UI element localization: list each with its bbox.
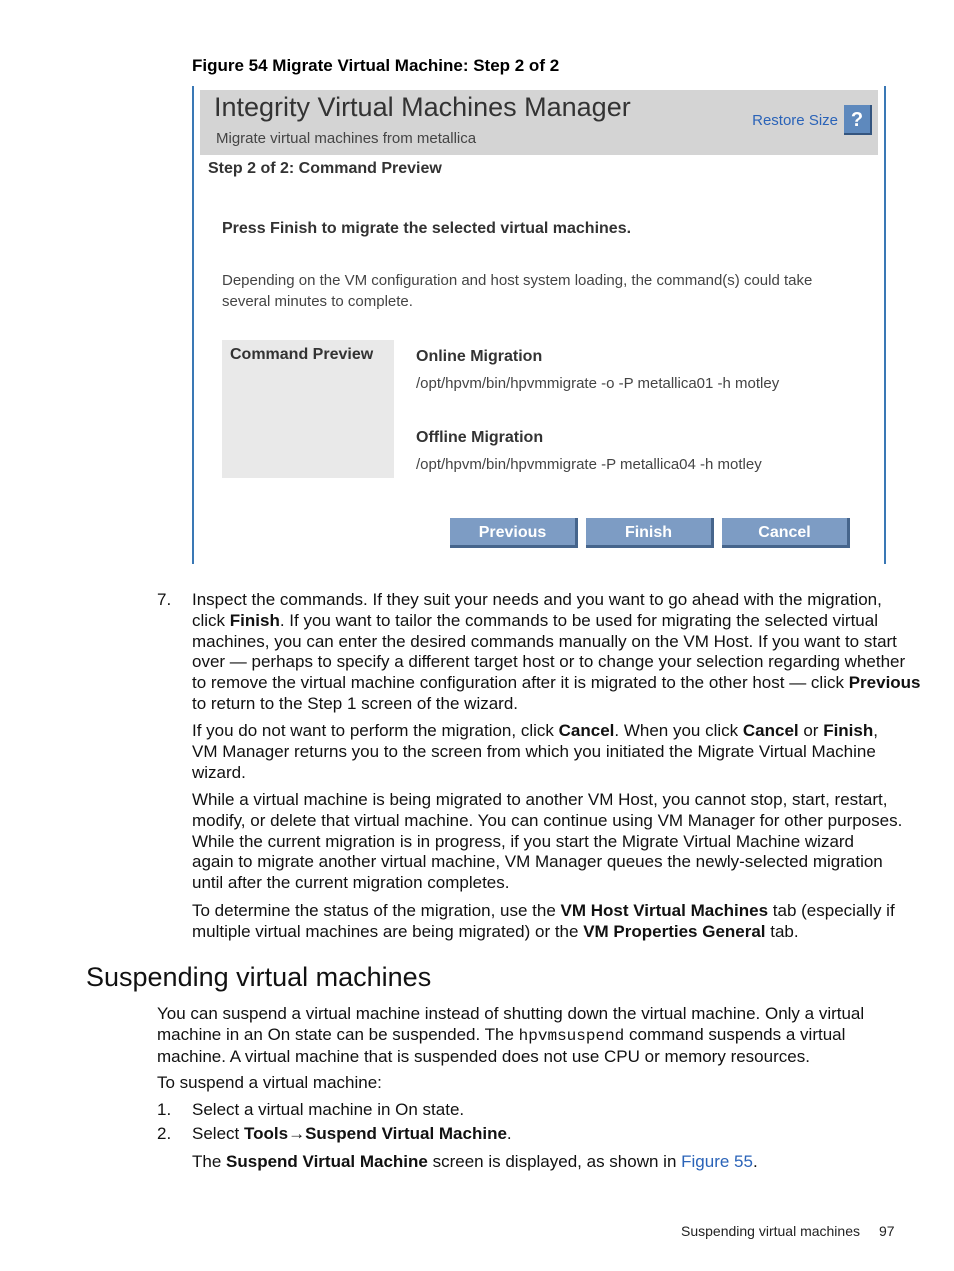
online-migration-title: Online Migration (416, 348, 543, 365)
text-line: machine in an On state can be suspended. The hpvmsuspend command suspends a virtual (157, 1024, 846, 1045)
figure-55-link[interactable]: Figure 55 (681, 1152, 753, 1171)
section-intro (157, 1004, 864, 1067)
app-header (200, 90, 878, 155)
text-line: While the current migration is in progress, if you start the Migrate Virtual Machine wizard (192, 831, 855, 851)
previous-button[interactable]: Previous (450, 518, 578, 548)
step7-paragraph-3 (192, 790, 902, 894)
wizard-panel (200, 90, 878, 564)
step-number: 2. (157, 1124, 172, 1143)
step-1-text: Select a virtual machine in On state. (192, 1100, 465, 1119)
text-line: machine. A virtual machine that is suspended does not use CPU or memory resources. (157, 1046, 810, 1066)
text-line: If you do not want to perform the migration, click Cancel. When you click Cancel or Finish, (192, 721, 878, 740)
instruction-text: Press Finish to migrate the selected virtual machines. (222, 220, 632, 237)
text-line: over — perhaps to specify a different target host or to change your selection regarding whether (192, 652, 906, 672)
figure-caption: Figure 54 Migrate Virtual Machine: Step 2 of 2 (192, 56, 560, 75)
to-suspend-text: To suspend a virtual machine: (157, 1073, 382, 1092)
text-line: modify, or delete that virtual machine. You can continue using VM Manager for other purposes. (192, 810, 903, 830)
text-line: until after the current migration completes. (192, 873, 510, 893)
text-line: To determine the status of the migration, use the VM Host Virtual Machines tab (especially if (192, 901, 895, 920)
section-heading: Suspending virtual machines (86, 962, 432, 992)
step7-paragraph-2 (192, 721, 878, 783)
loading-note: Depending on the VM configuration and host system loading, the command(s) could take several minutes to complete. (222, 272, 813, 310)
text-line: Inspect the commands. If they suit your needs and you want to go ahead with the migration, (192, 590, 882, 609)
app-title: Integrity Virtual Machines Manager (214, 92, 631, 122)
step-title: Step 2 of 2: Command Preview (208, 160, 442, 177)
footer-section-name: Suspending virtual machines (681, 1223, 860, 1239)
text-line: While a virtual machine is being migrated to another VM Host, you cannot stop, start, restart, (192, 790, 888, 809)
page-number: 97 (879, 1223, 895, 1239)
command-preview-label: Command Preview (230, 346, 374, 363)
text-line: click Finish. If you want to tailor the commands to be used for migrating the selected virtual (192, 610, 878, 630)
app-subtitle: Migrate virtual machines from metallica (216, 130, 477, 147)
step7-paragraph-4 (192, 901, 895, 943)
online-migration-command: /opt/hpvm/bin/hpvmmigrate -o -P metallica01 -h motley (416, 375, 780, 392)
text-line: machines, you can enter the desired commands manually on the VM Host. If you want to start (192, 631, 897, 651)
text-line: multiple virtual machines are being migrated) or the VM Properties General tab. (192, 921, 799, 941)
text-line: to remove the virtual machine configuration after it is migrated to the other host — click Previous (192, 673, 921, 693)
finish-button[interactable]: Finish (586, 518, 714, 548)
step-number: 1. (157, 1100, 172, 1119)
result-text: The Suspend Virtual Machine screen is displayed, as shown in Figure 55. (192, 1152, 758, 1171)
text-line: VM Manager returns you to the screen from which you initiated the Migrate Virtual Machine (192, 741, 876, 761)
step-2-text: Select Tools→Suspend Virtual Machine. (192, 1124, 512, 1143)
step7-paragraph-1 (192, 590, 921, 715)
screenshot-figure (192, 86, 886, 564)
help-icon[interactable]: ? (844, 105, 872, 135)
offline-migration-title: Offline Migration (416, 429, 544, 446)
text-line: again to migrate another virtual machine, VM Manager queues the newly-selected migration (192, 852, 883, 872)
cancel-button[interactable]: Cancel (722, 518, 850, 548)
text-line: to return to the Step 1 screen of the wizard. (192, 693, 519, 713)
restore-size-link[interactable]: Restore Size (752, 112, 838, 129)
offline-migration-command: /opt/hpvm/bin/hpvmmigrate -P metallica04 -h motley (416, 456, 762, 473)
text-line: You can suspend a virtual machine instead of shutting down the virtual machine. Only a virtual (157, 1004, 865, 1023)
step-number: 7. (157, 590, 172, 609)
command-preview-box (222, 340, 394, 478)
text-line: wizard. (192, 762, 246, 782)
